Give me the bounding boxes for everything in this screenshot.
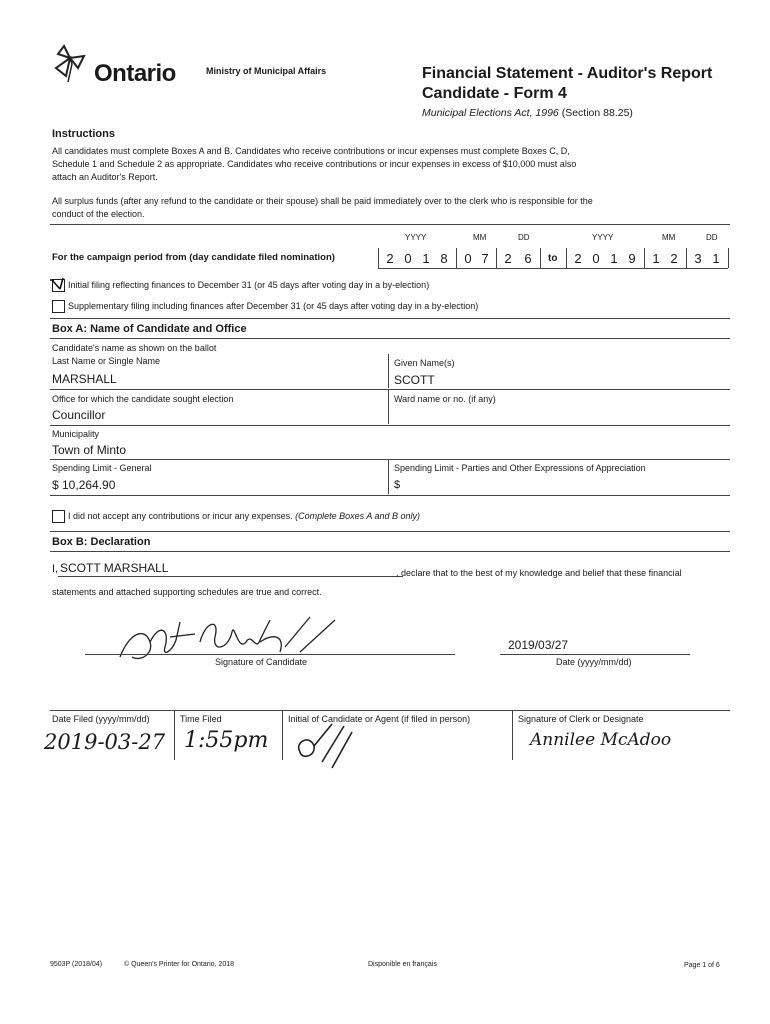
from-digit: 2	[504, 251, 512, 266]
box-a-heading: Box A: Name of Candidate and Office	[52, 323, 247, 335]
spending-parties-label: Spending Limit - Parties and Other Expressions of Appreciation	[394, 463, 646, 473]
to-digit: 3	[694, 251, 702, 266]
municipality-label: Municipality	[52, 429, 100, 439]
no-contributions-note: (Complete Boxes A and B only)	[295, 511, 421, 521]
to-digit: 2	[670, 251, 678, 266]
time-filed-value: 1:55pm	[184, 728, 269, 753]
ballot-note: Candidate's name as shown on the ballot	[52, 343, 217, 353]
given-name-value: SCOTT	[394, 373, 435, 387]
office-label: Office for which the candidate sought election	[52, 394, 234, 404]
declaration-text-l1: , declare that to the best of my knowledge and belief that these financial	[396, 568, 682, 578]
supplementary-filing-checkbox[interactable]	[52, 300, 65, 313]
ministry-name: Ministry of Municipal Affairs	[206, 66, 327, 76]
to-digit: 0	[592, 251, 600, 266]
declaration-prefix: I,	[52, 563, 59, 575]
no-contributions-label: I did not accept any contributions or incur any expenses.	[68, 511, 293, 521]
to-digit: 9	[628, 251, 636, 266]
instructions-para1-l1: All candidates must complete Boxes A and B. Candidates who receive contributions or incur expenses must complete Boxes C, D,	[52, 146, 570, 156]
spending-general-value: $ 10,264.90	[52, 478, 116, 492]
campaign-period-label: For the campaign period from (day candidate filed nomination)	[52, 252, 335, 263]
checkmark-icon	[49, 277, 65, 291]
instructions-heading: Instructions	[52, 128, 115, 140]
from-digit: 0	[464, 251, 472, 266]
footer-french: Disponible en français	[368, 961, 437, 968]
col-mm-to: MM	[662, 233, 676, 242]
act-reference	[422, 107, 633, 119]
no-contributions-checkbox[interactable]	[52, 510, 65, 523]
col-yyyy-from: YYYY	[405, 233, 427, 242]
period-to-label: to	[548, 253, 558, 264]
date-filed-value: 2019-03-27	[44, 730, 166, 754]
logo-text: Ontario	[94, 60, 176, 87]
form-title-line1: Financial Statement - Auditor's Report	[422, 65, 713, 82]
to-digit: 1	[712, 251, 720, 266]
col-mm-from: MM	[473, 233, 487, 242]
ward-label: Ward name or no. (if any)	[394, 394, 496, 404]
spending-general-label: Spending Limit - General	[52, 463, 152, 473]
to-digit: 1	[652, 251, 660, 266]
col-yyyy-to: YYYY	[592, 233, 614, 242]
divider	[50, 224, 730, 225]
signature-label: Signature of Candidate	[215, 657, 308, 667]
instructions-para1-l3: attach an Auditor's Report.	[52, 172, 158, 182]
instructions-para2-l1: All surplus funds (after any refund to the candidate or their spouse) shall be paid immediately over to the clerk who is responsible for the	[52, 196, 593, 206]
to-digit: 1	[610, 251, 618, 266]
act-section: (Section 88.25)	[558, 107, 633, 119]
clerk-signature-label: Signature of Clerk or Designate	[518, 714, 644, 724]
box-b-heading: Box B: Declaration	[52, 536, 151, 548]
trillium-icon	[50, 42, 94, 90]
initial-agent-label: Initial of Candidate or Agent (if filed in person)	[288, 714, 471, 724]
col-dd-from: DD	[518, 233, 530, 242]
date-filed-label: Date Filed (yyyy/mm/dd)	[52, 714, 150, 724]
declaration-name: SCOTT MARSHALL	[60, 561, 169, 575]
from-digit: 2	[386, 251, 394, 266]
to-digit: 2	[574, 251, 582, 266]
supplementary-filing-label: Supplementary filing including finances after December 31 (or 45 days after voting day in a by-election)	[68, 301, 479, 311]
declaration-date: 2019/03/27	[508, 638, 569, 652]
from-digit: 7	[481, 251, 489, 266]
municipality-value: Town of Minto	[52, 443, 127, 457]
ontario-logo	[50, 42, 176, 95]
last-name-label: Last Name or Single Name	[52, 356, 161, 366]
act-name: Municipal Elections Act, 1996	[422, 107, 559, 119]
last-name-value: MARSHALL	[52, 372, 117, 386]
agent-initials	[292, 722, 362, 772]
date-label: Date (yyyy/mm/dd)	[556, 657, 632, 667]
no-contributions-text	[68, 511, 420, 521]
initial-filing-label: Initial filing reflecting finances to December 31 (or 45 days after voting day in a by-election)	[68, 280, 430, 290]
from-digit: 8	[440, 251, 448, 266]
col-dd-to: DD	[706, 233, 718, 242]
footer-form-number: 9503P (2018/04)	[50, 961, 103, 968]
given-name-label: Given Name(s)	[394, 358, 455, 368]
from-digit: 1	[422, 251, 430, 266]
instructions-para2-l2: conduct of the election.	[52, 209, 145, 219]
office-value: Councillor	[52, 408, 106, 422]
spending-parties-value: $	[394, 479, 401, 491]
clerk-signature: Annilee McAdoo	[530, 730, 672, 750]
time-filed-label: Time Filed	[180, 714, 222, 724]
declaration-text-l2: statements and attached supporting schedules are true and correct.	[52, 587, 322, 597]
from-digit: 6	[524, 251, 532, 266]
instructions-para1-l2: Schedule 1 and Schedule 2 as appropriate. Candidates who receive contributions or incur expenses in excess of $10,000 must also	[52, 159, 577, 169]
form-title-line2: Candidate - Form 4	[422, 85, 567, 102]
initial-filing-checkbox[interactable]	[52, 279, 65, 292]
footer-printer: © Queen's Printer for Ontario, 2018	[124, 961, 234, 968]
footer-page: Page 1 of 6	[684, 962, 720, 969]
from-digit: 0	[404, 251, 412, 266]
